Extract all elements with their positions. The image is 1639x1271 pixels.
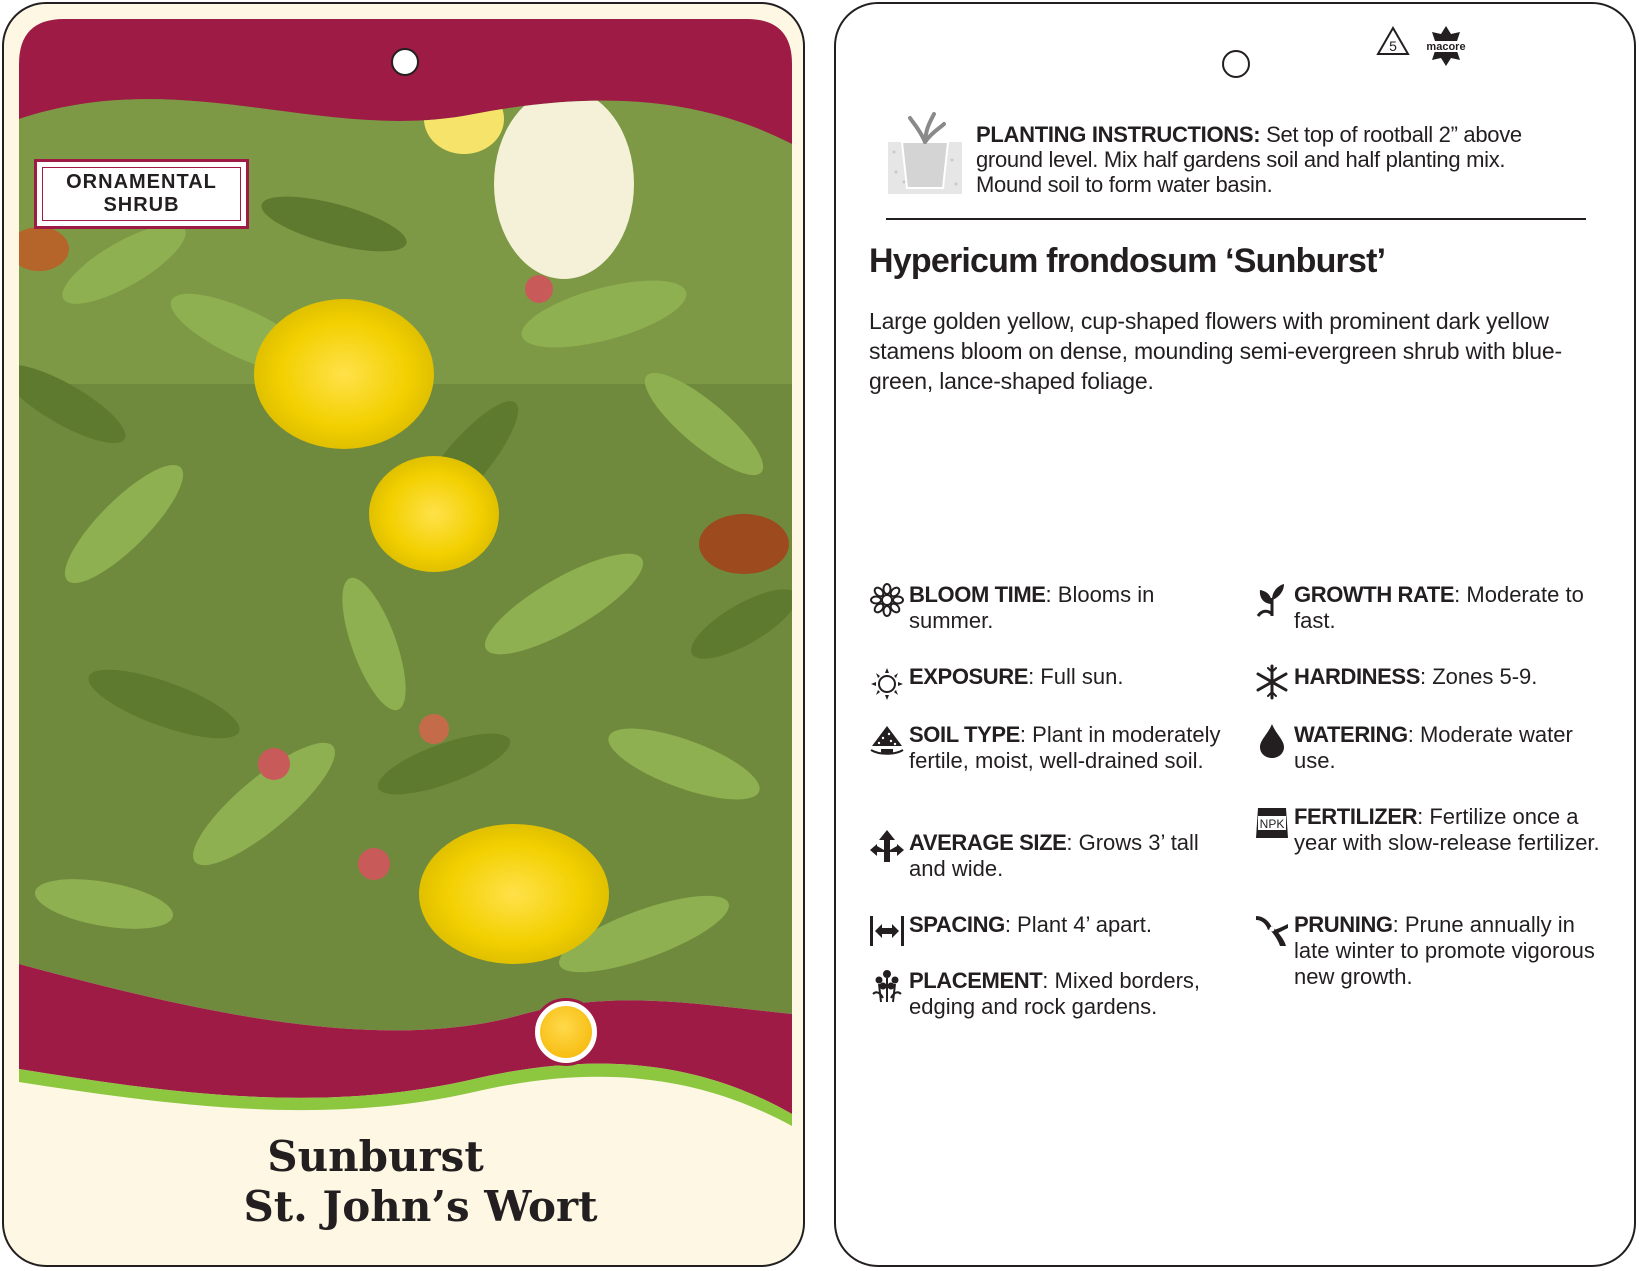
common-name bbox=[4, 1132, 805, 1232]
attr-label: WATERING bbox=[1294, 722, 1408, 747]
attr-value: : Fertilize once a year with slow-release fertilizer. bbox=[1294, 804, 1600, 855]
snowflake-icon bbox=[1254, 664, 1290, 700]
planting-label: PLANTING INSTRUCTIONS: bbox=[976, 122, 1261, 147]
attr-value: : Prune annually in late winter to promote vigorous new growth. bbox=[1294, 912, 1595, 989]
attr-value: : Blooms in summer. bbox=[909, 582, 1155, 633]
flower-color-dot bbox=[532, 998, 600, 1066]
category-badge bbox=[34, 159, 249, 229]
planting-body: Set top of rootball 2” above ground level. Mix half gardens soil and half planting mix. Mound soil to form water basin. bbox=[976, 122, 1522, 197]
water-drop-icon bbox=[1254, 722, 1290, 758]
badge-line1: ORNAMENTAL bbox=[66, 171, 217, 193]
divider bbox=[886, 218, 1586, 220]
height-arrows-icon bbox=[869, 828, 905, 864]
attr-value: : Zones 5-9. bbox=[1419, 664, 1538, 689]
macore-logo bbox=[1426, 26, 1465, 66]
badge-line2: SHRUB bbox=[103, 194, 180, 216]
attr-value: : Grows 3’ tall and wide. bbox=[909, 830, 1199, 881]
brand-name: macore bbox=[1426, 41, 1466, 53]
planting-text bbox=[976, 122, 1576, 197]
back-tag bbox=[834, 2, 1636, 1267]
npk-label: NPK bbox=[1259, 817, 1285, 831]
flower-icon bbox=[869, 582, 905, 618]
attr-value: : Plant in moderately fertile, moist, well-drained soil. bbox=[909, 722, 1221, 773]
attr-label: PLACEMENT bbox=[909, 968, 1043, 993]
front-tag bbox=[2, 2, 805, 1267]
npk-fertilizer-icon bbox=[1254, 804, 1290, 840]
placement-flowers-icon bbox=[869, 968, 905, 1004]
attr-label: PRUNING bbox=[1294, 912, 1393, 937]
attr-label: FERTILIZER bbox=[1294, 804, 1418, 829]
sun-icon bbox=[869, 664, 905, 700]
attr-label: BLOOM TIME bbox=[909, 582, 1046, 607]
spacing-arrows-icon bbox=[869, 912, 905, 948]
pruner-icon bbox=[1254, 912, 1290, 948]
botanical-name: Hypericum frondosum ‘Sunburst’ bbox=[869, 242, 1386, 280]
common-name-line1: Sunburst bbox=[267, 1132, 484, 1181]
hang-hole bbox=[1222, 50, 1250, 78]
soil-icon bbox=[869, 722, 905, 758]
common-name-line2: St. John’s Wort bbox=[243, 1182, 598, 1231]
attr-value: : Mixed borders, edging and rock gardens. bbox=[909, 968, 1201, 1019]
attr-label: HARDINESS bbox=[1294, 664, 1420, 689]
attr-value: : Moderate to fast. bbox=[1294, 582, 1584, 633]
attr-value: : Moderate water use. bbox=[1294, 722, 1573, 773]
plant-description: Large golden yellow, cup-shaped flowers with prominent dark yellow stamens bloom on dense, mounding semi-evergreen shrub with blue-green, lance-shaped foliage. bbox=[869, 308, 1562, 394]
sprout-icon bbox=[1254, 582, 1290, 618]
recycle-number: 5 bbox=[1389, 38, 1397, 54]
attr-value: : Plant 4’ apart. bbox=[1004, 912, 1152, 937]
recycle-icon bbox=[1378, 28, 1408, 54]
attr-label: SPACING bbox=[909, 912, 1005, 937]
attr-label: EXPOSURE bbox=[909, 664, 1029, 689]
attr-label: AVERAGE SIZE bbox=[909, 830, 1067, 855]
attr-label: GROWTH RATE bbox=[1294, 582, 1455, 607]
planting-pot-icon bbox=[886, 112, 964, 197]
attr-label: SOIL TYPE bbox=[909, 722, 1020, 747]
hang-hole bbox=[391, 48, 419, 76]
recycle-and-brand-logo bbox=[1374, 24, 1484, 68]
attr-value: : Full sun. bbox=[1028, 664, 1124, 689]
